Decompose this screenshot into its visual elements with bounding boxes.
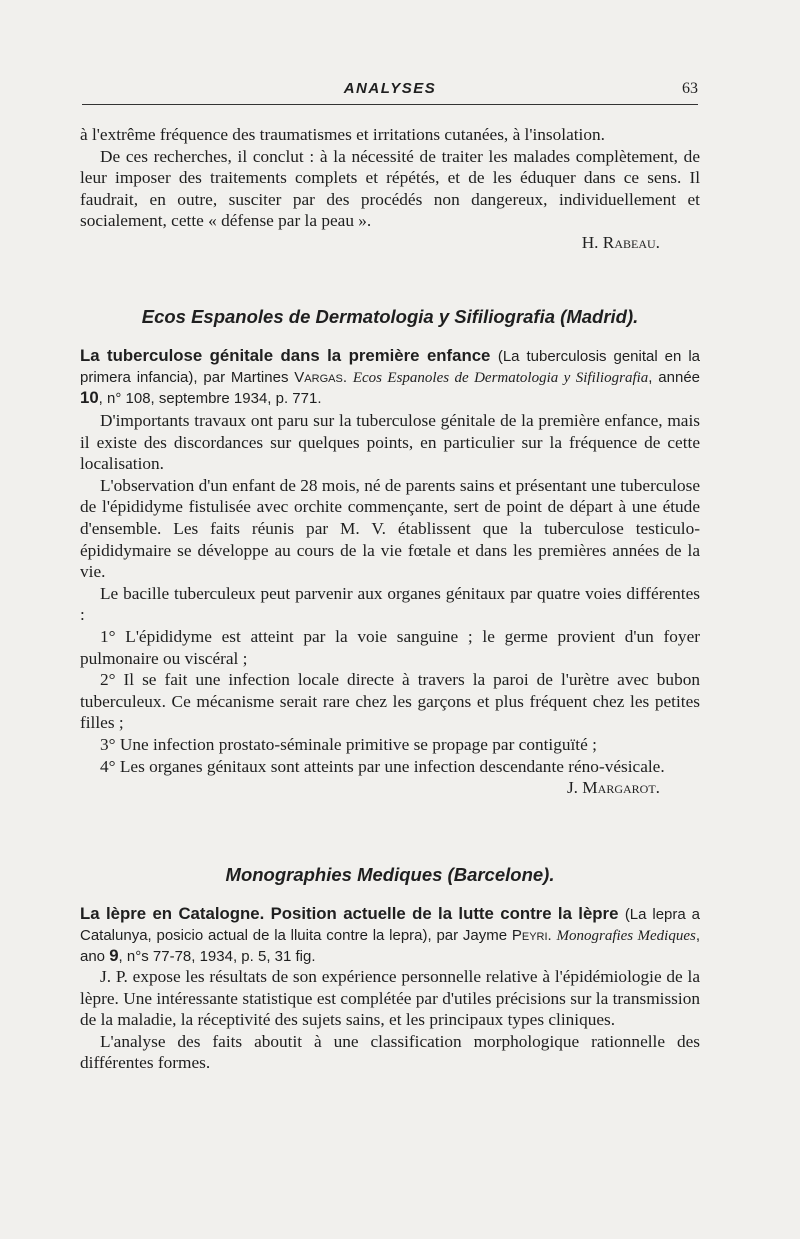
article-title-main: La lèpre en Catalogne. Position actuelle de la lutte contre la lèpre	[80, 904, 619, 923]
article-title-original: (La lepra a Catalunya, posicio actual de la lluita contre la lepra), par Jayme	[80, 906, 700, 944]
paragraph: L'observation d'un enfant de 28 mois, né de parents sains et présentant une tuberculose de l'épididyme fistulisée avec orchite commençante, sert de point de départ à une étude d'ensemble. Les faits réunis par M. V. établissent que la tuberculose testiculo-épididymaire se développe au cours de la vie fœtale et dans les premières années de la vie.	[80, 475, 700, 582]
journal-name: Ecos Espanoles de Dermatologia y Sifiliografia	[352, 370, 649, 386]
page-header	[80, 80, 700, 102]
journal-name: Monografies Mediques	[556, 928, 696, 944]
volume: 9	[109, 946, 119, 965]
paragraph: 2° Il se fait une infection locale directe à travers la paroi de l'urètre avec bubon tuberculeux. Ce mécanisme serait rare chez les garçons et plus fréquent chez les petites filles ;	[80, 670, 700, 733]
signature: H. Rabeau.	[581, 232, 660, 252]
article-title-main: La tuberculose génitale dans la première enfance	[80, 346, 491, 365]
page-number: 63	[682, 80, 698, 97]
paragraph: J. P. expose les résultats de son expérience personnelle relative à l'épidémiologie de la lèpre. Une intéressante statistique est complétée par d'utiles précisions sur la transmission de la maladie, la réceptivité des sujets sains, et les principaux types cliniques.	[80, 967, 700, 1030]
previous-review-end	[80, 124, 700, 254]
signature: J. Margarot.	[566, 778, 660, 798]
section-title: Monographies Mediques (Barcelone).	[225, 864, 555, 885]
paragraph: L'analyse des faits aboutit à une classification morphologique rationnelle des différentes formes.	[80, 1031, 700, 1073]
volume: 10	[80, 388, 99, 407]
article-title-original: (La tuberculosis genital en la primera infancia), par Martines	[80, 348, 700, 386]
paragraph: Le bacille tuberculeux peut parvenir aux organes génitaux par quatre voies différentes :	[80, 583, 700, 625]
running-title: ANALYSES	[343, 80, 437, 97]
paragraph: 4° Les organes génitaux sont atteints par une infection descendante réno-vésicale.	[100, 756, 665, 776]
article-body	[80, 966, 700, 1074]
paragraph: De ces recherches, il conclut : à la nécessité de traiter les malades complètement, de leur imposer des traitements complets et répétés, et de les éduquer dans ce sens. Il faudrait, en outre, susciter par des procédés non dangereux, individuellement et socialement, cette « défense par la peau ».	[80, 146, 700, 231]
paragraph: à l'extrême fréquence des traumatismes et irritations cutanées, à l'insolation.	[80, 125, 605, 144]
paragraph: 1° L'épididyme est atteint par la voie sanguine ; le germe provient d'un foyer pulmonaire ou viscéral ;	[80, 626, 700, 668]
paragraph: 3° Une infection prostato-séminale primitive se propage par contiguïté ;	[100, 734, 597, 754]
article-title: La lèpre en Catalogne. Position actuelle de la lutte contre la lèpre (La lepra a Catalunya, posicio actual de la lluita contre la lepra), par Jayme Peyri. Monografies Mediques, ano 9, n°s 77-78, 1934, p. 5, 31 fig.	[80, 904, 700, 965]
article-author: Vargas	[294, 369, 343, 386]
section-title: Ecos Espanoles de Dermatologia y Sifiliografia (Madrid).	[141, 306, 639, 327]
article-title: La tuberculose génitale dans la première enfance (La tuberculosis genital en la primera infancia), par Martines Vargas. Ecos Espanoles de Dermatologia y Sifiliografia, année 10, n° 108, septembre 1934, p. 771.	[80, 346, 701, 407]
article-body	[80, 410, 700, 799]
paragraph: D'importants travaux ont paru sur la tuberculose génitale de la première enfance, mais il existe des discordances sur quelques points, en particulier sur la fréquence de cette localisation.	[80, 411, 700, 474]
header-rule	[82, 104, 698, 105]
article-author: Peyri	[511, 927, 548, 944]
